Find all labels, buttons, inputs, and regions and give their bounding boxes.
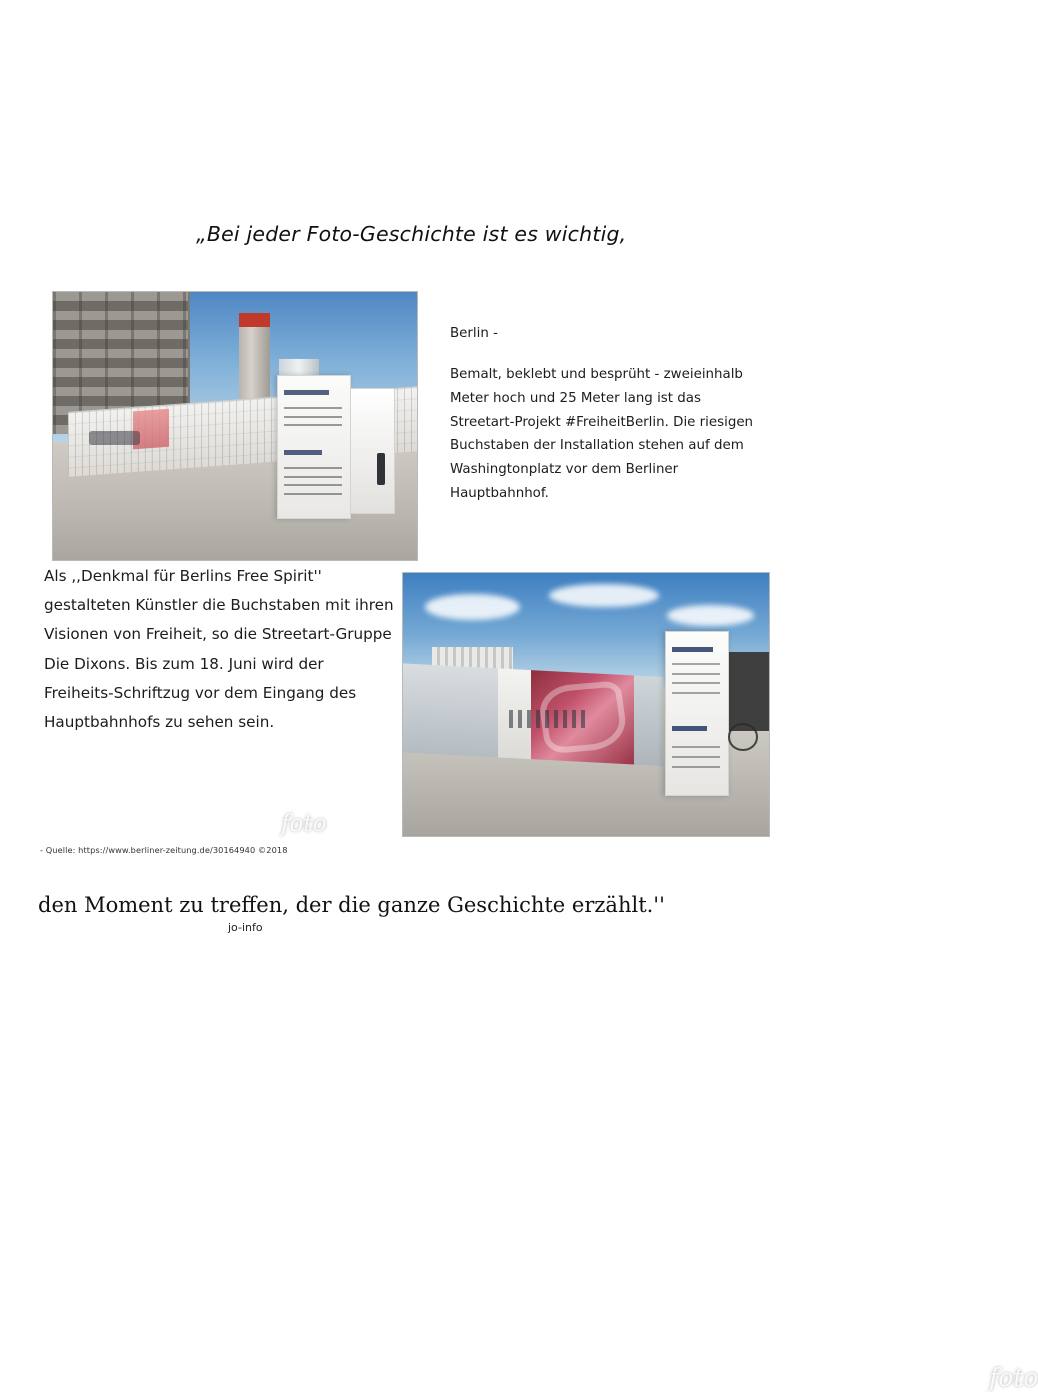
page-title: „Bei jeder Foto-Geschichte ist es wichtig, — [196, 222, 627, 246]
photo-watermark: foto — [989, 1363, 1038, 1392]
cloud — [549, 584, 659, 608]
photo-bottom-right — [402, 572, 1038, 1392]
page-subtitle: den Moment zu treffen, der die ganze Geschichte erzählt.'' — [38, 893, 665, 917]
pedestrian — [377, 453, 385, 485]
people-group — [509, 710, 590, 728]
article-right-column — [450, 322, 756, 506]
people-group — [89, 431, 140, 444]
bicycle — [728, 723, 758, 751]
tower-red-sign — [239, 313, 270, 326]
article-paragraph-left: Als ,,Denkmal für Berlins Free Spirit'' gestalteten Künstler die Buchstaben mit ihren Visionen von Freiheit, so die Streetart-Gruppe Die Dixons. Bis zum 18. Juni wird der Freiheits-Schriftzug vor dem Eingang des Hauptbahnhofs zu sehen sein. — [44, 567, 394, 731]
article-paragraph-right: Bemalt, beklebt und besprüht - zweieinhalb Meter hoch und 25 Meter lang ist das Streetart-Projekt #FreiheitBerlin. Die riesigen Buchstaben der Installation stehen auf dem Washingtonplatz vor dem Berliner Hauptbahnhof. — [450, 366, 754, 502]
photo-watermark: foto — [281, 811, 327, 837]
photo-bottom-right-scene — [403, 573, 1038, 1392]
byline: jo-info — [228, 921, 263, 934]
wall-segment-blue — [634, 675, 663, 766]
wall-segment-grey — [403, 663, 498, 757]
dateline: Berlin - — [450, 326, 498, 341]
info-panel-secondary — [350, 388, 396, 513]
info-panel — [665, 631, 729, 796]
cloud — [667, 605, 755, 626]
article-left-column — [44, 562, 396, 737]
info-panel — [277, 375, 352, 519]
source-line: - Quelle: https://www.berliner-zeitung.de/30164940 ©2018 — [40, 845, 288, 855]
